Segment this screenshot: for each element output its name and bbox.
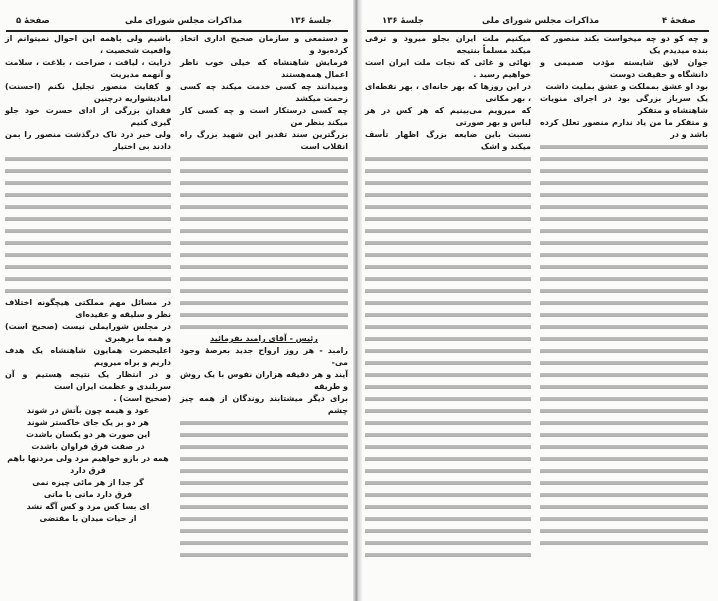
text-line: و متفکر ما من یاد ندارم منصور تعلل کرده باشد و در [540, 118, 708, 139]
text-line: اعلیحضرت همایون شاهنشاه یک هدف داریم و براه میرویم [5, 346, 171, 367]
poem-line: فرق دارد ماتی با ماتی [43, 490, 133, 499]
text-line: ومیدانند چه کسی خدمت میکند چه کسی زحمت میکشد [180, 82, 348, 103]
text-line: جوان لایق شایسته مؤدب صمیمی و دانشگاه و حقیقت دوست [540, 58, 708, 79]
text-line: بزرگترین سند تقدیر این شهید بزرگ راه انقلاب است [180, 130, 348, 151]
text-line: و کفایت منصور تجلیل نکنم (احسنت) امادیشواریه درچنین [5, 82, 171, 103]
header-rule [367, 30, 709, 32]
body-text-block [180, 417, 348, 561]
text-line: در این روزها که بهر خانه‌ای ، بهر نقطه‌ای ، بهر مکانی [365, 82, 531, 103]
text-line: و چه کو دو چه میخواست بکند منصور که بنده میدیدم یک [540, 34, 708, 55]
page-number: صفحهٔ ۵ [16, 16, 50, 26]
page-gutter [353, 0, 362, 601]
running-title: مذاکرات مجلس شورای ملی [125, 16, 243, 26]
poem-line: از حیات میدان با مقتضی [39, 514, 137, 523]
header-rule [6, 30, 348, 32]
poem-line: در صفت فرق فراوان باشدت [31, 442, 145, 451]
text-line: که میرویم می‌بینیم که هر کس در هر لباس و بهر صورتی [365, 106, 531, 127]
text-line: نسبت باین ضایعه بزرگ اظهار تأسف میکند و اشک [365, 130, 531, 151]
text-line: رامبد - هر روز ارواح جدید بعرصهٔ وجود می‌- [180, 346, 348, 367]
running-title: مذاکرات مجلس شورای ملی [482, 16, 600, 26]
text-line: باشیم ولی باهمه این احوال نمیتوانم از واقعیت شخصیت ، [5, 34, 171, 55]
text-line: فرمایش شاهنشاه که خیلی خوب ناظر اعمال همه‌هستند [180, 58, 348, 79]
section-heading: رئیس - آقای رامبد بفرمائید [210, 334, 318, 343]
poem-line: همه در بازو خواهیم مرد ولی مردنها باهم فرق دارد [7, 454, 169, 475]
body-text-block [540, 141, 708, 549]
column-right [540, 33, 708, 549]
text-line: چه کسی درستکار است و چه کسی کار میکند بنظر من [180, 106, 348, 127]
text-line: آیند و هر دقیقه هزاران نفوس با یک روش و طریقه [180, 370, 348, 391]
poem-line: هر دو بر یک جای خاکستر شوند [27, 418, 149, 427]
text-line: برای دیگر میشتابند روندگان از همه چیز چشم [180, 394, 348, 415]
poem-line: ای بسا کس مرد و کس آگه نشد [26, 502, 150, 511]
body-text-block [365, 153, 531, 561]
poem-line: عود و هیمه چون بآتش در شوند [26, 406, 150, 415]
text-line: (صحیح است) . [113, 394, 171, 403]
session-number: جلسهٔ ۱۳۶ [290, 16, 332, 26]
body-text-block [180, 153, 348, 333]
text-line: میکنیم ملت ایران بجلو میرود و ترقی میکند مسلماً بنتیجه [365, 34, 531, 55]
right-page [362, 0, 714, 601]
text-line: فقدان بزرگی از ادای حسرت خود جلو گیری کنیم [5, 106, 171, 127]
text-line: در مجلس شورایملی نیست (صحیح است) و همه ما برهبری [5, 322, 171, 343]
text-line: و در انتظار یک نتیجه هستیم و آن سربلندی و عظمت ایران است [5, 370, 171, 391]
text-line: نهائی و غائی که نجات ملت ایران است خواهیم رسید . [365, 58, 531, 79]
poem-line: این صورت هر دو یکسان باشدت [25, 430, 151, 439]
body-text-block [5, 153, 171, 297]
text-line: و دستمعی و سازمان صحیح اداری اتخاذ کرده‌بود و [180, 34, 348, 55]
text-line: درایت ، لیاقت ، صراحت ، بلاغت ، سلامت و آنهمه مدیریت [5, 58, 171, 79]
session-number: جلسهٔ ۱۳۶ [382, 16, 424, 26]
text-line: بود او عشق بمملکت و عشق بملیت داشت [545, 82, 708, 91]
page-number: صفحهٔ ۴ [662, 16, 696, 26]
column-right [180, 33, 348, 561]
column-left [365, 33, 531, 561]
text-line: در مسائل مهم مملکتی هیچگونه اختلاف نظر و سلیقه و عقیده‌ای [5, 298, 171, 319]
poem-line: گر جدا از هر مائی چیزه نمی [32, 478, 144, 487]
column-left [5, 33, 171, 525]
text-line: ولی خبر درد ناک درگذشت منصور را بمن دادند بی اختیار [5, 130, 171, 151]
text-line: یک سرباز بزرگی بود در اجرای منویات شاهنشاه و متفکر [540, 94, 708, 115]
left-page [0, 0, 353, 601]
